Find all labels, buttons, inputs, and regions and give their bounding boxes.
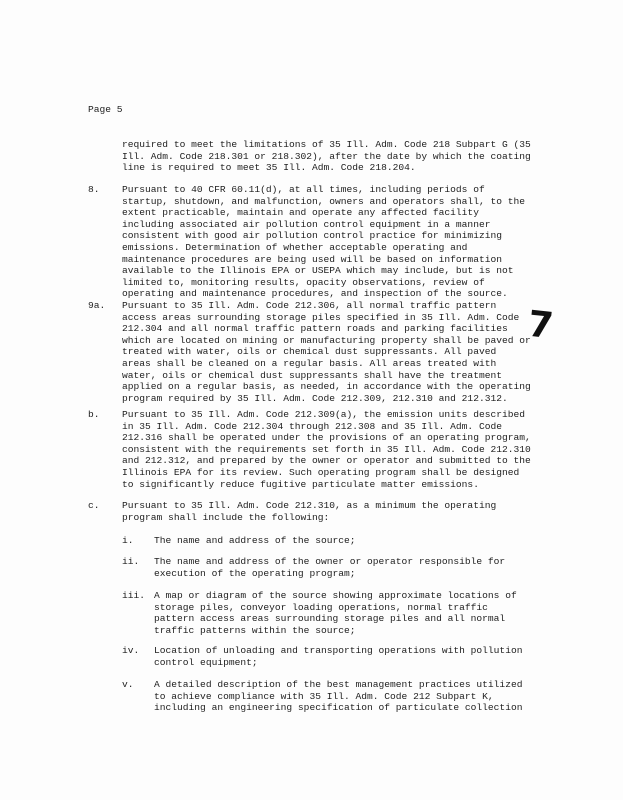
text-line: Ill. Adm. Code 218.301 or 218.302), after the date by which the coating — [122, 150, 531, 162]
text-line: A map or diagram of the source showing approximate locations of — [154, 590, 517, 601]
text-line: emissions. Determination of whether acceptable operating and — [122, 241, 468, 253]
subitem-v-paragraph — [154, 679, 522, 714]
text-line: Pursuant to 35 Ill. Adm. Code 212.310, as a minimum the operating — [122, 500, 497, 511]
text-line: control equipment; — [154, 656, 258, 668]
text-line: available to the Illinois EPA or USEPA which may include, but is not — [122, 265, 514, 277]
text-line: and 212.312, and prepared by the owner or operator and submitted to the — [122, 455, 531, 467]
text-line: Illinois EPA for its review. Such operating program shall be designed — [122, 466, 520, 478]
subitem-iii-paragraph — [154, 590, 517, 636]
text-line: 212.316 shall be operated under the provisions of an operating program, — [122, 432, 531, 444]
text-line: A detailed description of the best management practices utilized — [154, 679, 523, 690]
page-number: Page 5 — [88, 104, 123, 115]
text-line: storage piles, conveyor loading operations, normal traffic — [154, 601, 488, 613]
text-line: traffic patterns within the source; — [154, 624, 356, 636]
text-line: 212.304 and all normal traffic pattern roads and parking facilities — [122, 323, 508, 335]
item-b-paragraph — [122, 409, 531, 490]
text-line: maintenance procedures are being used will be based on information — [122, 253, 502, 265]
subitem-label: iii. — [122, 590, 146, 601]
text-line: Pursuant to 35 Ill. Adm. Code 212.306, all normal traffic pattern — [122, 300, 497, 311]
item-9a-paragraph — [122, 300, 531, 404]
text-line: water, oils or chemical dust suppressants shall have the treatment — [122, 369, 502, 381]
text-line: The name and address of the source; — [154, 535, 356, 546]
text-line: program shall include the following: — [122, 511, 330, 523]
text-line: areas shall be cleaned on a regular basis. All areas treated with — [122, 357, 497, 369]
continuation-paragraph — [122, 139, 531, 174]
subitem-label: ii. — [122, 556, 140, 567]
text-line: execution of the operating program; — [154, 567, 356, 579]
text-line: startup, shutdown, and malfunction, owners and operators shall, to the — [122, 195, 526, 207]
text-line: including an engineering specification of particulate collection — [154, 702, 523, 714]
text-line: to achieve compliance with 35 Ill. Adm. Code 212 Subpart K, — [154, 690, 494, 702]
text-line: required to meet the limitations of 35 Ill. Adm. Code 218 Subpart G (35 — [122, 139, 531, 150]
text-line: Pursuant to 35 Ill. Adm. Code 212.309(a), the emission units described — [122, 409, 526, 420]
handwritten-margin-mark: 7 — [525, 303, 556, 348]
subitem-label: iv. — [122, 645, 140, 656]
text-line: The name and address of the owner or operator responsible for — [154, 556, 506, 567]
item-c-paragraph — [122, 500, 496, 523]
text-line: access areas surrounding storage piles specified in 35 Ill. Adm. Code — [122, 311, 520, 323]
text-line: pattern access areas surrounding storage piles and all normal — [154, 613, 506, 625]
text-line: treated with water, oils or chemical dust suppressants. All paved — [122, 346, 497, 358]
subitem-iv-paragraph — [154, 645, 522, 668]
subitem-i-paragraph — [154, 535, 356, 547]
item-label: 8. — [88, 184, 100, 195]
item-8-paragraph — [122, 184, 525, 300]
item-label: b. — [88, 409, 100, 420]
text-line: consistent with the requirements set forth in 35 Ill. Adm. Code 212.310 — [122, 443, 531, 455]
subitem-ii-paragraph — [154, 556, 505, 579]
item-label: c. — [88, 500, 100, 511]
text-line: which are located on mining or manufacturing property shall be paved or — [122, 334, 531, 346]
text-line: in 35 Ill. Adm. Code 212.304 through 212.308 and 35 Ill. Adm. Code — [122, 420, 502, 432]
text-line: operating and maintenance procedures, and inspection of the source. — [122, 288, 508, 300]
text-line: including associated air pollution control equipment in a manner — [122, 218, 491, 230]
text-line: to significantly reduce fugitive particulate matter emissions. — [122, 478, 479, 490]
item-label: 9a. — [88, 300, 106, 311]
text-line: program required by 35 Ill. Adm. Code 212.309, 212.310 and 212.312. — [122, 392, 508, 404]
text-line: extent practicable, maintain and operate any affected facility — [122, 207, 479, 219]
text-line: Location of unloading and transporting operations with pollution — [154, 645, 523, 656]
text-line: line is required to meet 35 Ill. Adm. Code 218.204. — [122, 162, 416, 174]
subitem-label: i. — [122, 535, 134, 546]
text-line: Pursuant to 40 CFR 60.11(d), at all times, including periods of — [122, 184, 485, 195]
text-line: consistent with good air pollution control practice for minimizing — [122, 230, 502, 242]
text-line: applied on a regular basis, as needed, in accordance with the operating — [122, 381, 531, 393]
text-line: limited to, monitoring results, opacity observations, review of — [122, 276, 485, 288]
subitem-label: v. — [122, 679, 134, 690]
